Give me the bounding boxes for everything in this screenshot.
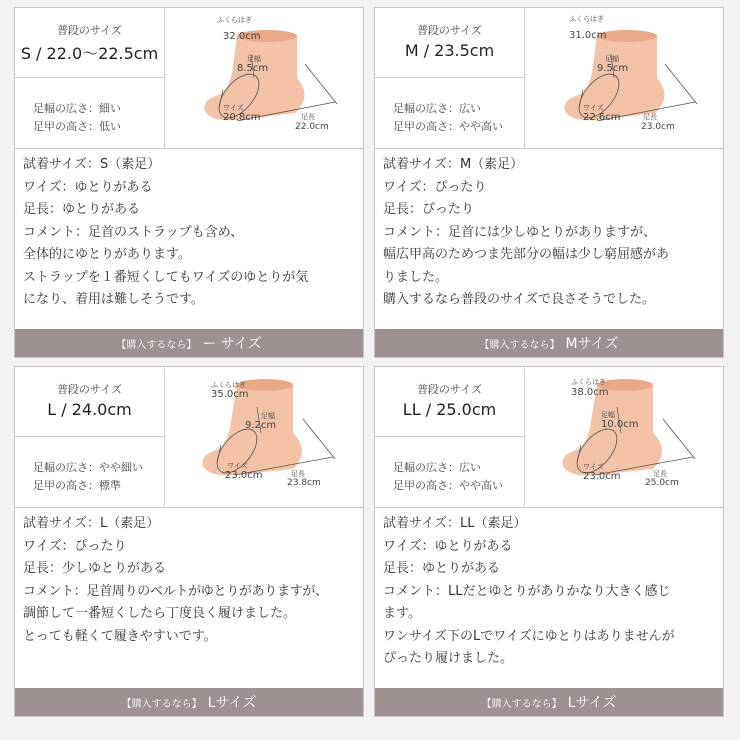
comment-line: とっても軽くて履きやすいです。	[23, 628, 217, 644]
comment-line: 試着サイズ：M（素足）	[383, 157, 524, 172]
comment-line: コメント：足首には少しゆとりがありますが、	[383, 224, 657, 240]
recommend-prefix: 【購入するなら】	[479, 340, 560, 351]
card-top	[375, 367, 723, 507]
card-top	[15, 8, 363, 148]
normal-size-box	[375, 8, 525, 78]
normal-size-label: 普段のサイズ	[416, 383, 483, 396]
foot-icon	[165, 8, 363, 148]
normal-size-box	[15, 367, 165, 437]
calf-label: ふくらはぎ	[211, 381, 246, 389]
comment-line: 試着サイズ：L（素足）	[23, 516, 160, 531]
comment-line: 足長：少しゆとりがある	[23, 561, 167, 576]
divider	[15, 507, 363, 508]
comment-line: ストラップを１番短くしてもワイズのゆとりが気	[23, 269, 309, 285]
normal-size-value: S / 22.0〜22.5cm	[20, 44, 159, 63]
width-label: ワイズ	[227, 462, 248, 470]
calf-value: 38.0cm	[571, 387, 609, 398]
comment-line: ワイズ：ゆとりがある	[23, 179, 153, 195]
fitting-comments	[23, 154, 359, 312]
ankle-value: 9.2cm	[245, 420, 277, 431]
normal-size-box	[15, 8, 165, 78]
card-top	[15, 367, 363, 507]
length-label: 足長	[291, 470, 305, 478]
calf-label: ふくらはぎ	[571, 378, 606, 386]
recommend-prefix: 【購入するなら】	[481, 699, 562, 710]
normal-size-value: LL / 25.0cm	[402, 400, 497, 419]
fit-box	[15, 437, 165, 507]
divider	[375, 148, 723, 149]
calf-value: 32.0cm	[223, 31, 261, 42]
recommend-prefix: 【購入するなら】	[116, 340, 197, 351]
foot-width-text: 足幅の広さ：細い	[33, 102, 121, 115]
fit-box	[375, 437, 525, 507]
recommend-size: ー サイズ	[202, 336, 262, 352]
instep-height-text: 足甲の高さ：やや高い	[393, 479, 503, 492]
foot-icon	[165, 367, 363, 507]
calf-value: 35.0cm	[211, 389, 249, 400]
width-value: 23.0cm	[225, 470, 263, 481]
recommendation-bar	[375, 688, 723, 716]
divider	[375, 507, 723, 508]
recommend-size: Lサイズ	[567, 695, 617, 711]
length-label: 足長	[653, 470, 667, 478]
calf-label: ふくらはぎ	[569, 15, 604, 23]
length-value: 23.0cm	[641, 122, 675, 132]
comment-line: 購入するなら普段のサイズで良さそうでした。	[383, 292, 655, 307]
comment-line: ワイズ：ぴったり	[383, 179, 487, 195]
foot-width-text: 足幅の広さ：広い	[393, 461, 481, 474]
comment-line: コメント：足首周りのベルトがゆとりがありますが、	[23, 583, 328, 599]
comment-line: 足長：ゆとりがある	[383, 561, 501, 576]
comment-line: ワイズ：ゆとりがある	[383, 538, 513, 554]
length-value: 22.0cm	[295, 122, 329, 132]
fitting-comments	[23, 513, 359, 648]
length-value: 23.8cm	[287, 478, 321, 488]
foot-illustration	[525, 8, 723, 148]
size-card-ll	[374, 366, 724, 717]
ankle-label: 足幅	[605, 55, 619, 63]
width-label: ワイズ	[583, 463, 604, 471]
size-card-s	[14, 7, 364, 358]
comment-line: ます。	[383, 606, 421, 621]
calf-label: ふくらはぎ	[217, 16, 252, 24]
comment-line: コメント：足首のストラップも含め、	[23, 224, 244, 240]
comment-line: 幅広甲高のためつま先部分の幅は少し窮屈感があ	[383, 247, 670, 262]
comment-line: 足長：ぴったり	[383, 202, 475, 217]
ankle-label: 足幅	[247, 55, 261, 63]
foot-illustration	[165, 8, 363, 148]
length-value: 25.0cm	[645, 478, 679, 488]
normal-size-label: 普段のサイズ	[416, 24, 483, 37]
recommend-size: Mサイズ	[565, 336, 619, 352]
foot-width-text: 足幅の広さ：広い	[393, 102, 481, 115]
comment-line: コメント：LLだとゆとりがありかなり大きく感じ	[383, 583, 671, 599]
ankle-label: 足幅	[261, 412, 275, 420]
ankle-value: 9.5cm	[597, 63, 629, 74]
fitting-comments	[383, 513, 719, 671]
width-value: 22.6cm	[583, 112, 621, 123]
ankle-value: 10.0cm	[601, 419, 639, 430]
instep-height-text: 足甲の高さ：やや高い	[393, 120, 503, 133]
fit-box	[15, 78, 165, 148]
width-value: 23.0cm	[583, 471, 621, 482]
normal-size-label: 普段のサイズ	[56, 383, 123, 396]
comment-line: 試着サイズ：S（素足）	[23, 157, 161, 172]
recommend-size: Lサイズ	[207, 695, 257, 711]
width-value: 20.8cm	[223, 112, 261, 123]
recommendation-bar	[15, 329, 363, 357]
comment-line: ワンサイズ下のLでワイズにゆとりはありませんが	[383, 628, 675, 644]
comment-line: りました。	[383, 269, 449, 285]
comment-line: 調節して一番短くしたら丁度良く履けました。	[23, 606, 297, 621]
width-label: ワイズ	[583, 104, 604, 112]
foot-icon	[525, 8, 723, 148]
normal-size-value: M / 23.5cm	[404, 41, 495, 60]
size-card-m	[374, 7, 724, 358]
foot-illustration	[525, 367, 723, 507]
foot-width-text: 足幅の広さ：やや細い	[33, 461, 143, 474]
fitting-comments	[383, 154, 719, 312]
recommend-prefix: 【購入するなら】	[121, 699, 202, 710]
comment-line: 全体的にゆとりがあります。	[23, 247, 191, 262]
comment-line: になり、着用は難しそうです。	[23, 292, 204, 307]
normal-size-label: 普段のサイズ	[56, 24, 123, 37]
width-label: ワイズ	[223, 104, 244, 112]
normal-size-value: L / 24.0cm	[47, 400, 132, 419]
foot-icon	[525, 367, 723, 507]
comment-line: ぴったり履けました。	[383, 651, 514, 666]
size-card-l	[14, 366, 364, 717]
comment-line: ワイズ：ぴったり	[23, 538, 127, 554]
instep-height-text: 足甲の高さ：標準	[33, 479, 121, 492]
length-label: 足長	[643, 113, 657, 121]
comment-line: 足長：ゆとりがある	[23, 202, 141, 217]
comment-line: 試着サイズ：LL（素足）	[383, 516, 527, 531]
foot-illustration	[165, 367, 363, 507]
divider	[15, 148, 363, 149]
length-label: 足長	[301, 113, 315, 121]
ankle-value: 8.5cm	[237, 63, 269, 74]
recommendation-bar	[375, 329, 723, 357]
instep-height-text: 足甲の高さ：低い	[33, 120, 121, 133]
recommendation-bar	[15, 688, 363, 716]
normal-size-box	[375, 367, 525, 437]
card-top	[375, 8, 723, 148]
ankle-label: 足幅	[601, 411, 615, 419]
fit-box	[375, 78, 525, 148]
calf-value: 31.0cm	[569, 30, 607, 41]
